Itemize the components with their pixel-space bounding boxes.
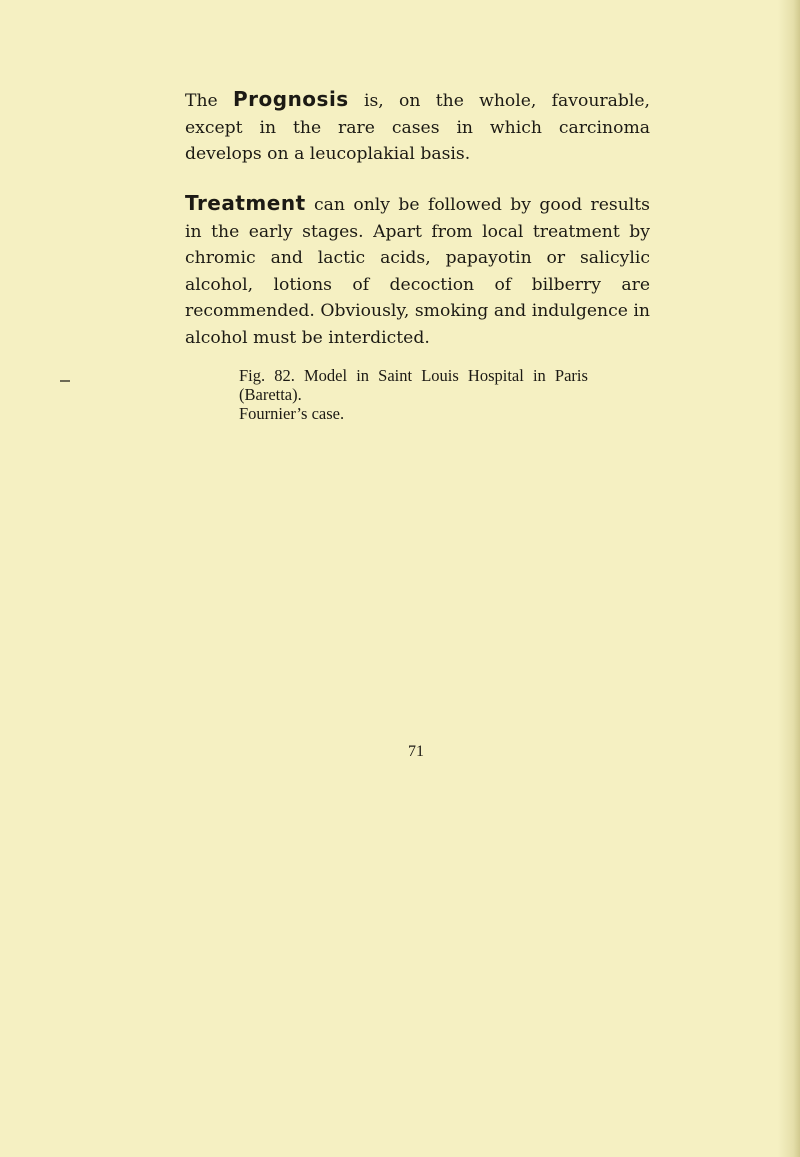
figure-caption-line-2: Fournier’s case.	[239, 404, 345, 423]
treatment-text: can only be followed by good results in the early stages. Apart from local treatment by chromic and lactic acids, papayotin or salicylic alcohol, lotions of decoction of bilberry are recommended. Obviously, smoking and indulgence in alcohol must be interdicted.	[185, 195, 650, 348]
page-number: 71	[408, 743, 424, 760]
prognosis-text: is, on the whole, favourable, except in the rare cases in which carcinoma develops on a leucoplakial basis.	[185, 91, 650, 164]
prognosis-heading: Prognosis	[232, 87, 349, 111]
prognosis-paragraph	[185, 86, 650, 168]
prognosis-text-before: The	[185, 91, 233, 111]
treatment-paragraph	[185, 190, 650, 351]
page-edge-shadow	[778, 0, 800, 1157]
figure-caption-line-1: Fig. 82. Model in Saint Louis Hospital in Paris (Baretta).	[239, 366, 588, 404]
treatment-heading: Treatment	[185, 191, 306, 215]
figure-caption	[239, 366, 659, 423]
margin-mark	[60, 380, 70, 382]
